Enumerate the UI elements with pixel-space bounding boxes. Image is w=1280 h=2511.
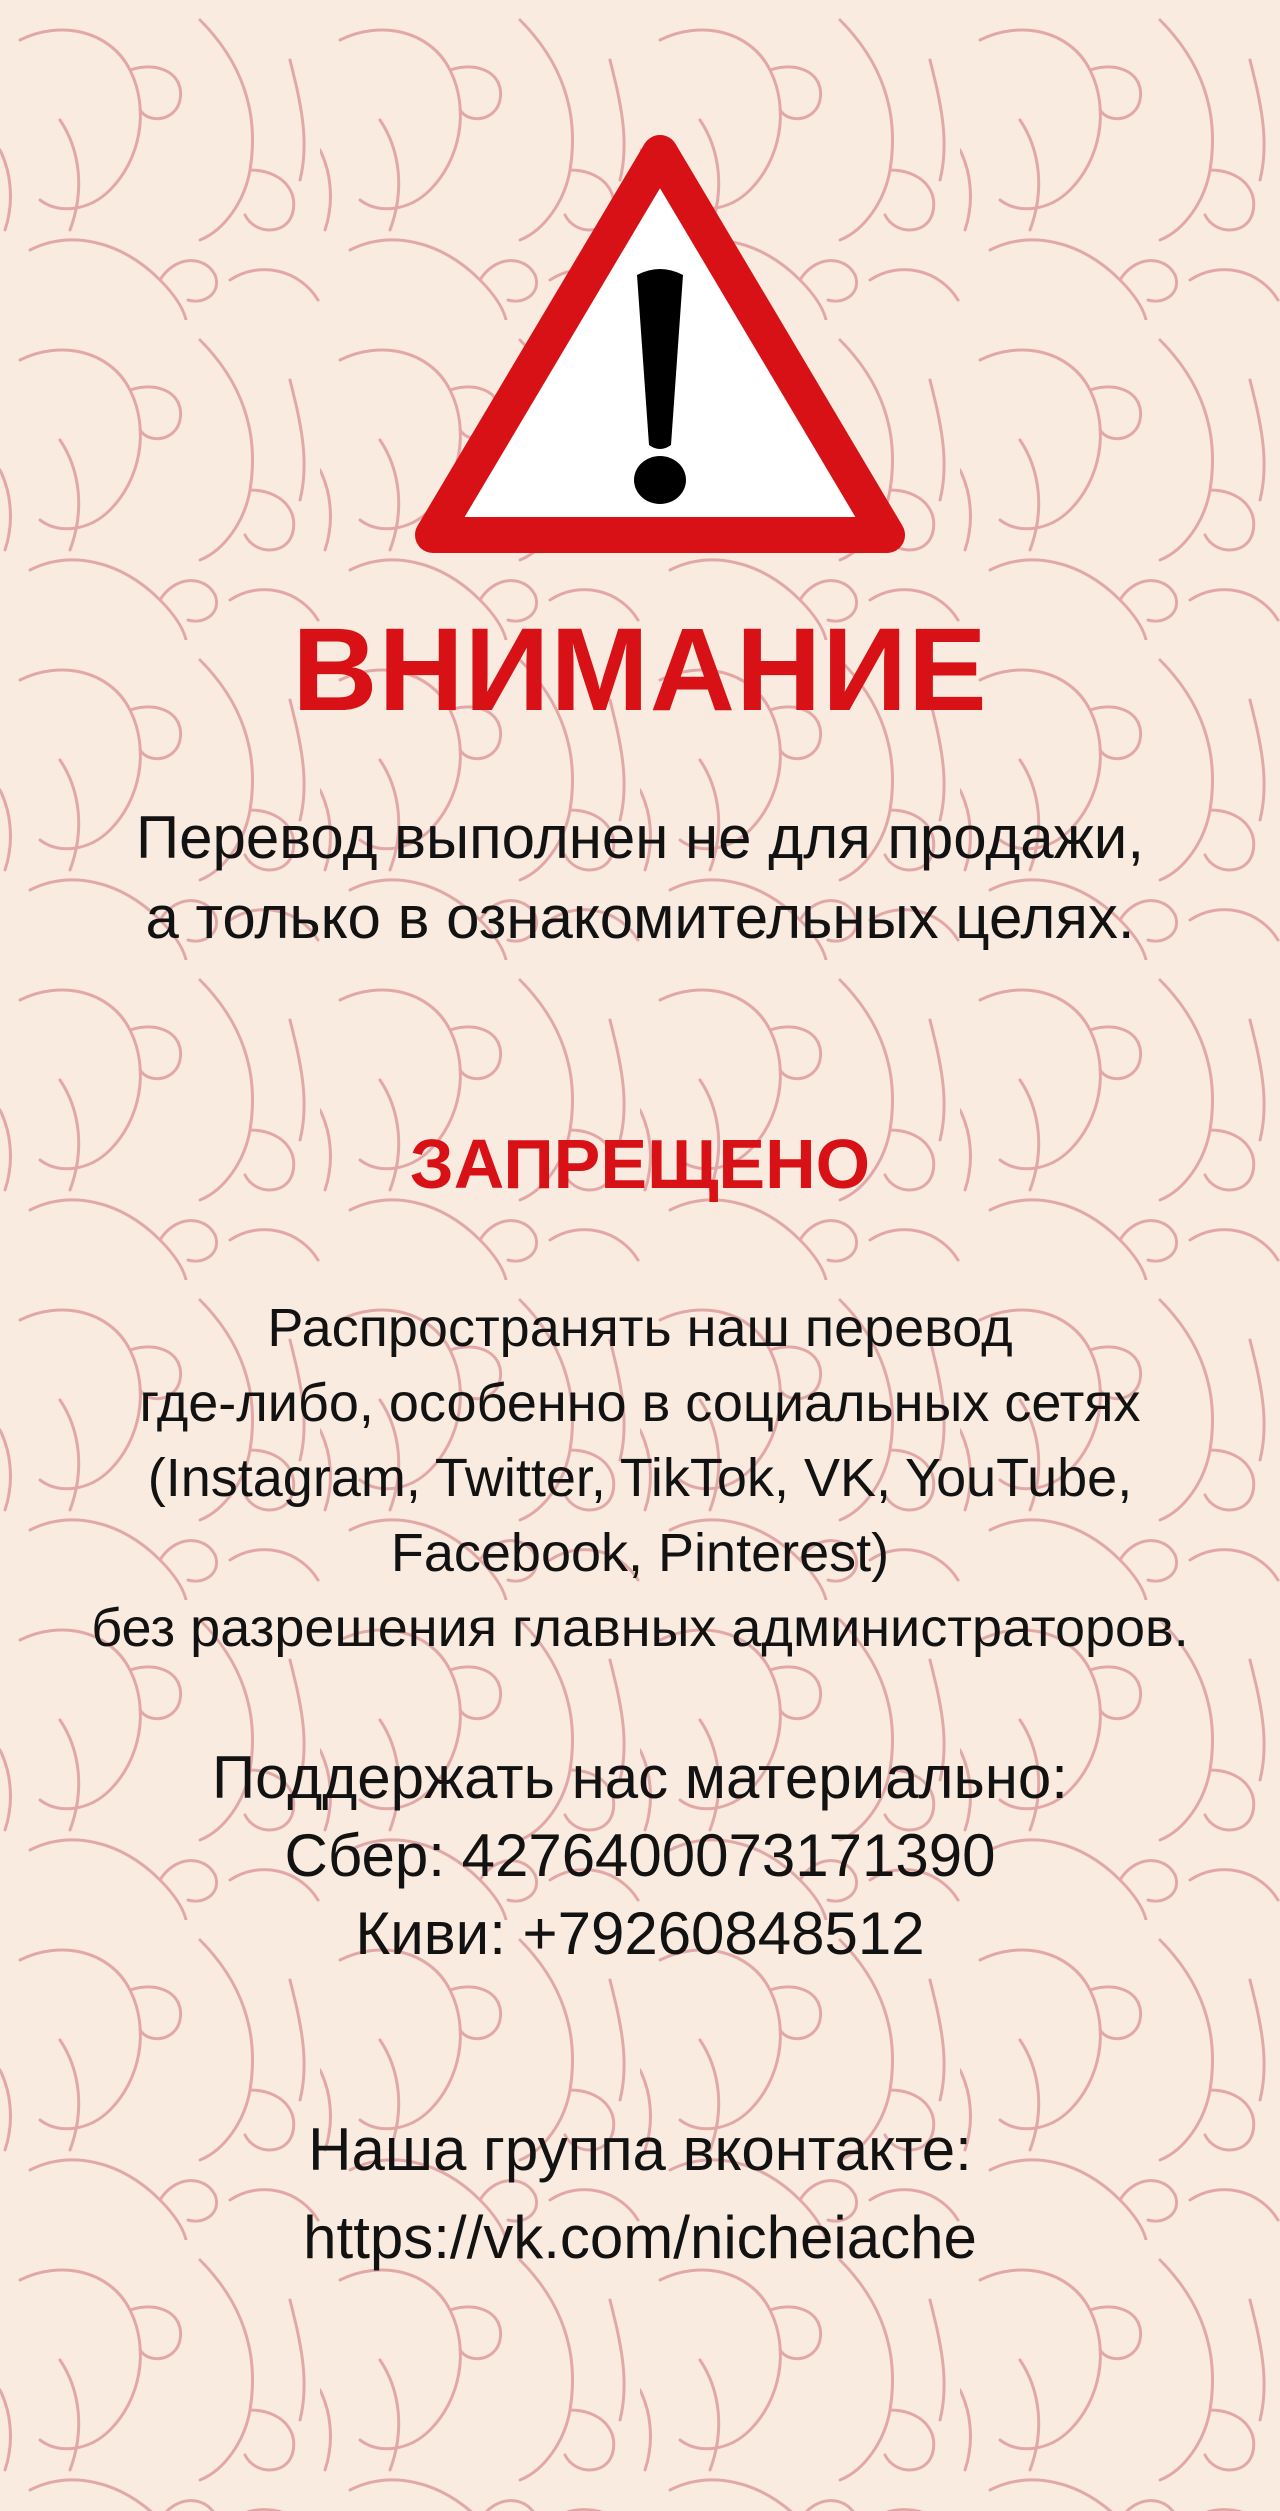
support-qiwi: Киви: +79260848512 (355, 1900, 925, 1967)
intro-line-2: а только в ознакомительных целях. (145, 884, 1135, 951)
notice-title: ВНИМАНИЕ (292, 604, 988, 736)
forbidden-title: ЗАПРЕЩЕНО (409, 1125, 871, 1203)
warning-triangle-icon (415, 135, 905, 555)
group-label: Наша группа вконтакте: (308, 2116, 972, 2183)
intro-line-1: Перевод выполнен не для продажи, (136, 804, 1144, 871)
forbidden-line-2: где-либо, особенно в социальных сетях (139, 1373, 1141, 1433)
forbidden-line-3: (Instagram, Twitter, TikTok, VK, YouTube, (147, 1448, 1133, 1508)
support-sber: Сбер: 4276400073171390 (284, 1822, 996, 1889)
forbidden-line-1: Распространять наш перевод (267, 1298, 1013, 1358)
support-title: Поддержать нас материально: (212, 1744, 1068, 1811)
forbidden-line-5: без разрешения главных администраторов. (91, 1598, 1189, 1658)
forbidden-line-4: Facebook, Pinterest) (390, 1523, 890, 1583)
group-link[interactable]: https://vk.com/nicheiache (303, 2204, 977, 2271)
